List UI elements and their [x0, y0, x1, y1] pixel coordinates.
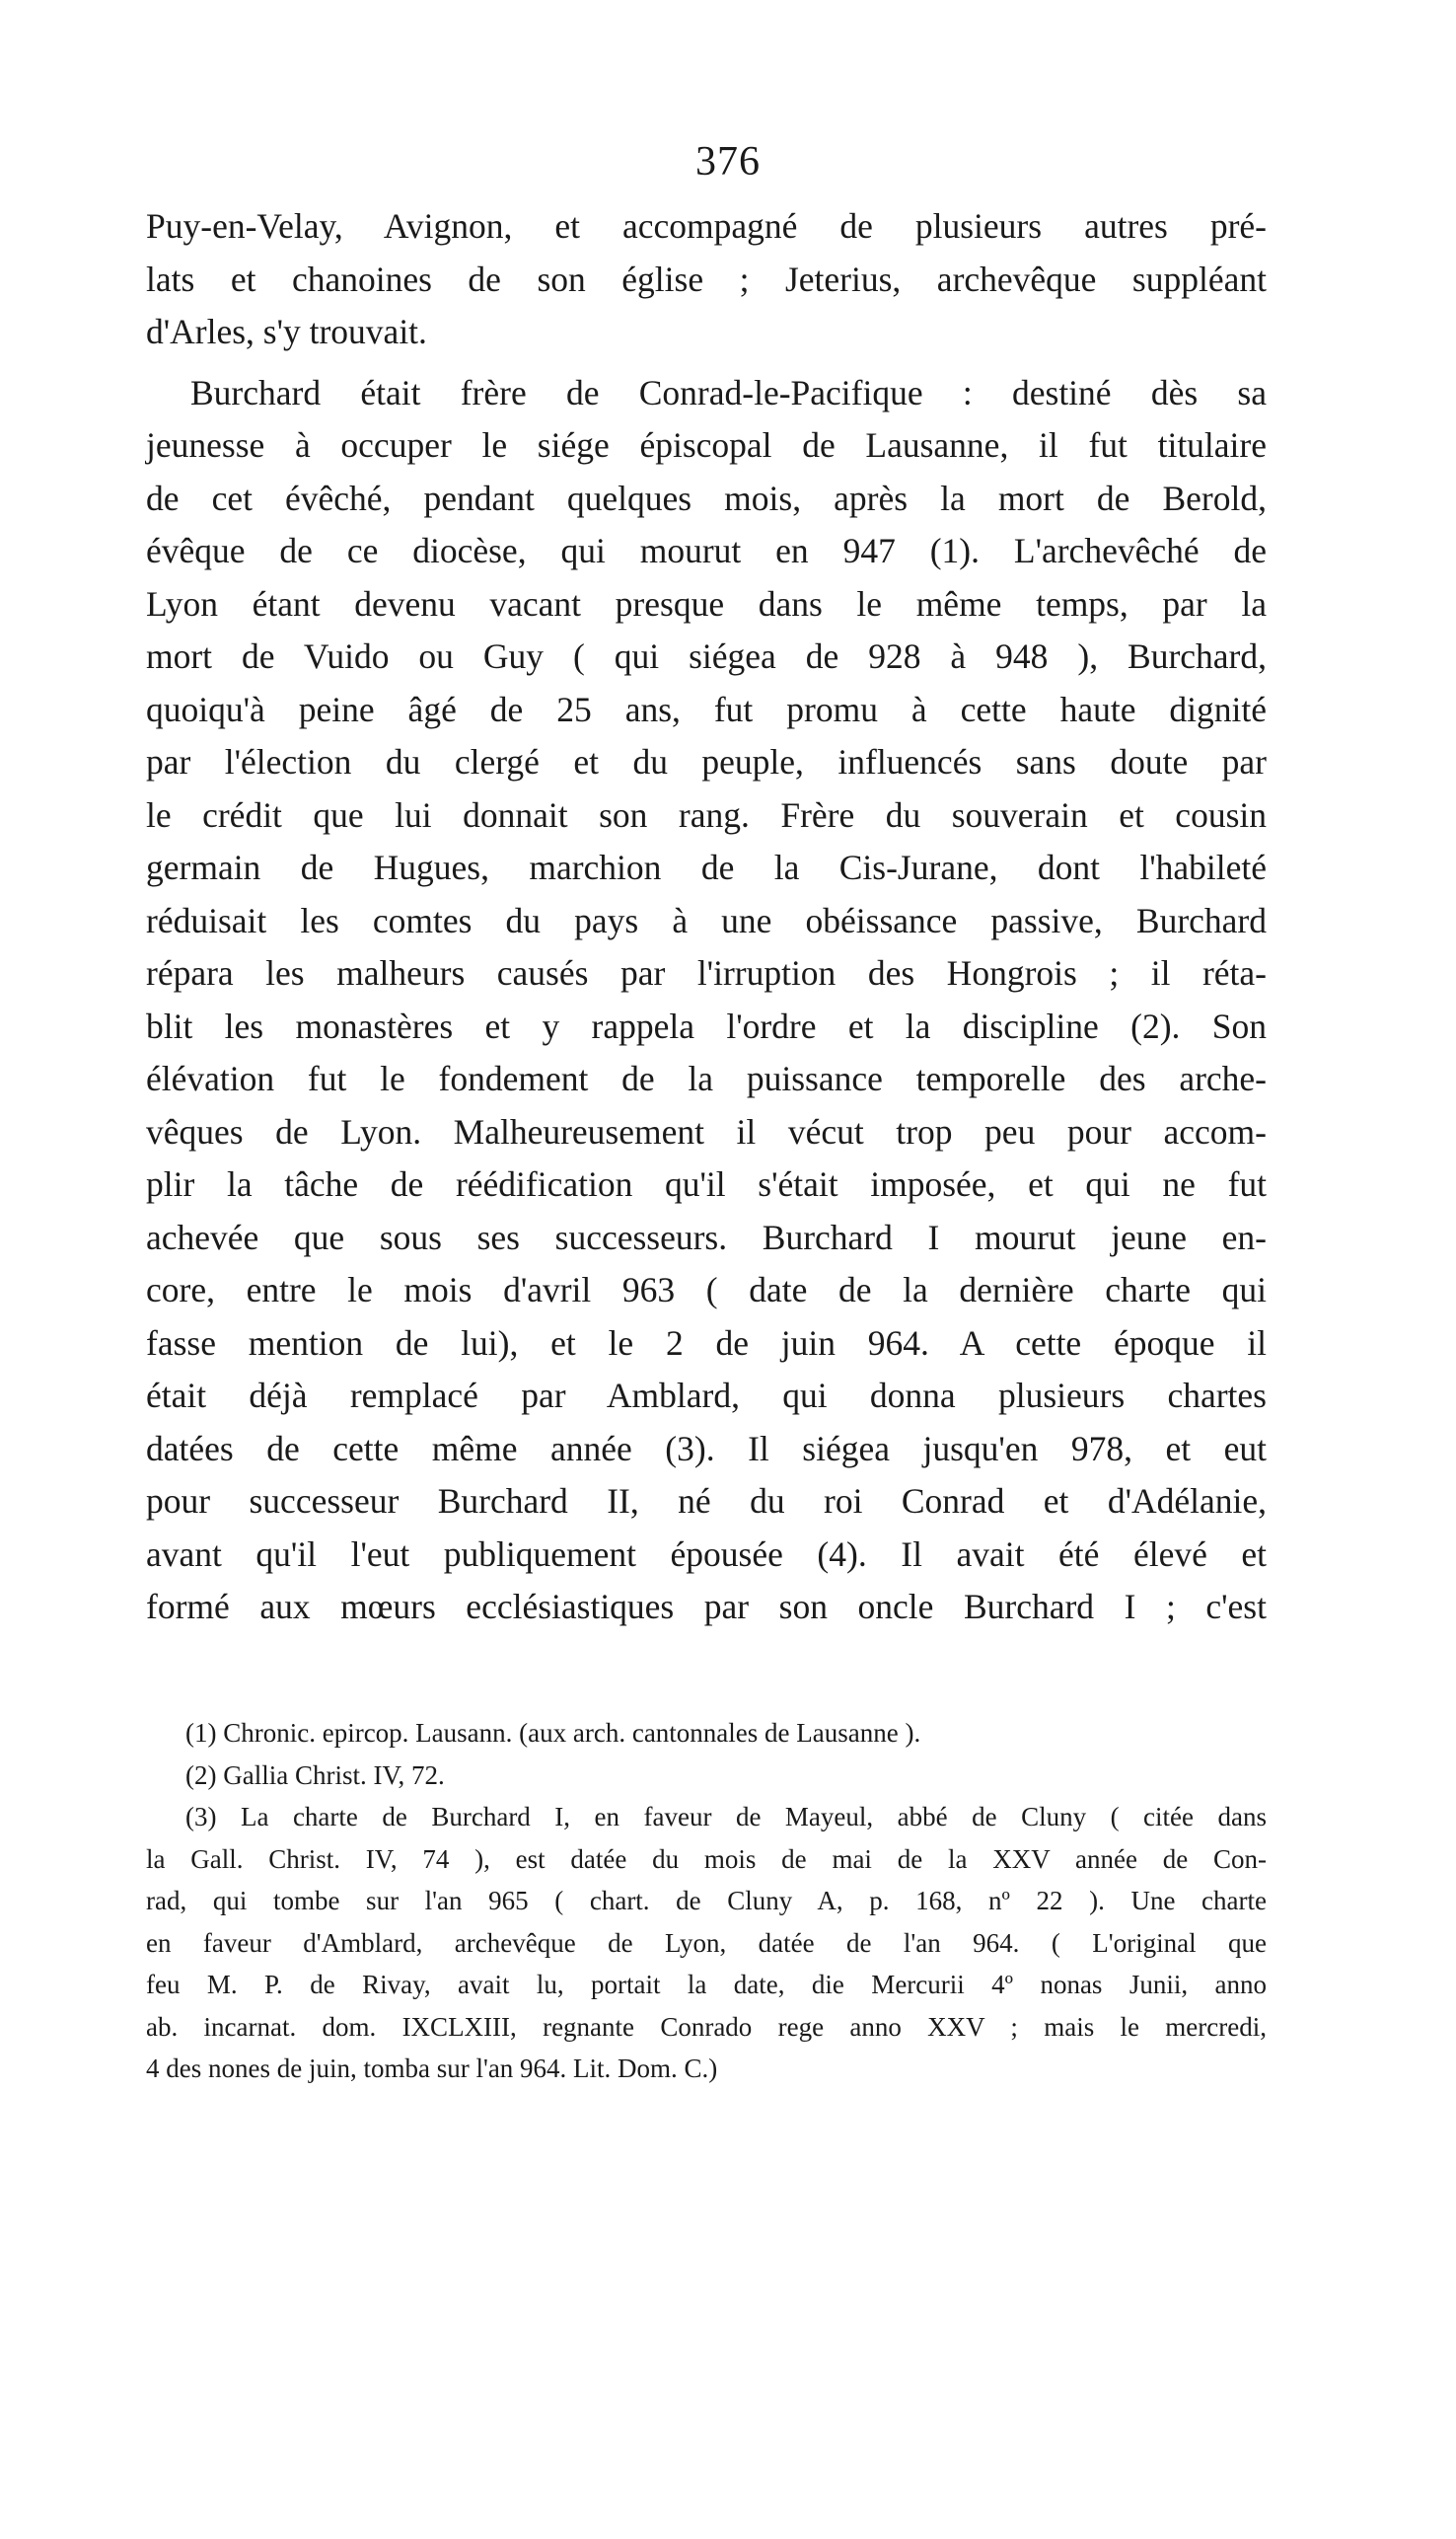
text-line: mort de Vuido ou Guy ( qui siégea de 928 à 948 ), Burchard,	[146, 636, 1267, 676]
text-line: quoiqu'à peine âgé de 25 ans, fut promu à cette haute dignité	[146, 689, 1267, 729]
text-line: core, entre le mois d'avril 963 ( date de la dernière charte qui	[146, 1270, 1267, 1309]
text-line: germain de Hugues, marchion de la Cis-Jurane, dont l'habileté	[146, 848, 1267, 887]
text-line: était déjà remplacé par Amblard, qui donna plusieurs chartes	[146, 1376, 1267, 1415]
text-line: Lyon étant devenu vacant presque dans le même temps, par la	[146, 583, 1267, 624]
main-text-body	[146, 200, 1267, 1634]
text-line: réduisait les comtes du pays à une obéissance passive, Burchard	[146, 900, 1267, 940]
page-number: 376	[695, 139, 761, 185]
text-line: élévation fut le fondement de la puissance temporelle des arche-	[146, 1059, 1267, 1098]
text-line: pour successeur Burchard II, né du roi Conrad et d'Adélanie,	[146, 1481, 1267, 1521]
text-line: lats et chanoines de son église ; Jeterius, archevêque suppléant	[146, 259, 1267, 299]
footnotes	[146, 1712, 1267, 2090]
paragraph-gap	[146, 359, 1267, 367]
footnote-line: ab. incarnat. dom. IXCLXIII, regnante Conrado rege anno XXV ; mais le mercredi,	[146, 2011, 1267, 2042]
text-line: vêques de Lyon. Malheureusement il vécut trop peu pour accom-	[146, 1111, 1267, 1152]
text-line: Burchard était frère de Conrad-le-Pacifique : destiné dès sa	[190, 372, 1267, 412]
text-line: jeunesse à occuper le siége épiscopal de Lausanne, il fut titulaire	[146, 425, 1267, 465]
text-line: évêque de ce diocèse, qui mourut en 947 (1). L'archevêché de	[146, 531, 1267, 570]
text-line: blit les monastères et y rappela l'ordre et la discipline (2). Son	[146, 1006, 1267, 1046]
footnote-line: (3) La charte de Burchard I, en faveur de Mayeul, abbé de Cluny ( citée dans	[185, 1802, 1267, 1831]
text-line: achevée que sous ses successeurs. Burchard I mourut jeune en-	[146, 1217, 1267, 1257]
footnote-line: (1) Chronic. epircop. Lausann. (aux arch. cantonnales de Lausanne ).	[185, 1718, 921, 1748]
footnote-line: 4 des nones de juin, tomba sur l'an 964. Lit. Dom. C.)	[146, 2054, 718, 2083]
text-line: formé aux mœurs ecclésiastiques par son oncle Burchard I ; c'est	[146, 1587, 1267, 1626]
footnote-line: en faveur d'Amblard, archevêque de Lyon, datée de l'an 964. ( L'original que	[146, 1927, 1267, 1958]
text-line: par l'élection du clergé et du peuple, influencés sans doute par	[146, 742, 1267, 782]
text-line: datées de cette même année (3). Il siégea jusqu'en 978, et eut	[146, 1428, 1267, 1468]
text-line: le crédit que lui donnait son rang. Frère du souverain et cousin	[146, 794, 1267, 835]
text-line: fasse mention de lui), et le 2 de juin 964. A cette époque il	[146, 1322, 1267, 1363]
footnote-line: rad, qui tombe sur l'an 965 ( chart. de Cluny A, p. 168, nº 22 ). Une charte	[146, 1886, 1267, 1915]
text-line: répara les malheurs causés par l'irruption des Hongrois ; il réta-	[146, 953, 1267, 993]
text-line: plir la tâche de réédification qu'il s'était imposée, et qui ne fut	[146, 1164, 1267, 1204]
text-line: d'Arles, s'y trouvait.	[146, 312, 427, 351]
footnote-line: feu M. P. de Rivay, avait lu, portait la date, die Mercurii 4º nonas Junii, anno	[146, 1970, 1267, 1999]
footnote-line: la Gall. Christ. IV, 74 ), est datée du mois de mai de la XXV année de Con-	[146, 1843, 1267, 1874]
text-line: avant qu'il l'eut publiquement épousée (4). Il avait été élevé et	[146, 1533, 1267, 1574]
text-line: de cet évêché, pendant quelques mois, après la mort de Berold,	[146, 478, 1267, 518]
footnote-line: (2) Gallia Christ. IV, 72.	[185, 1759, 445, 1790]
text-line: Puy-en-Velay, Avignon, et accompagné de plusieurs autres pré-	[146, 206, 1267, 246]
